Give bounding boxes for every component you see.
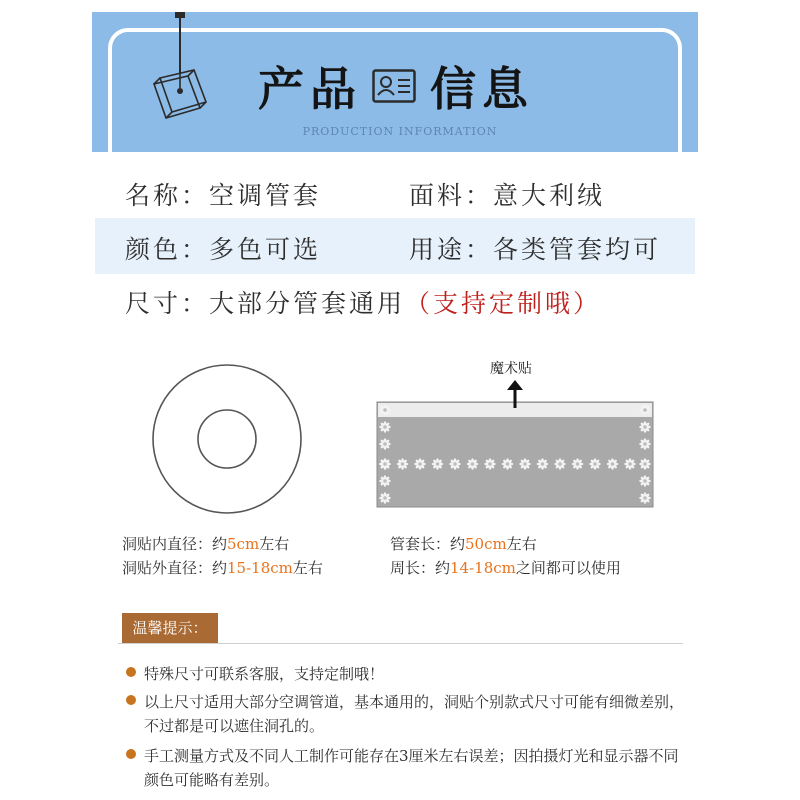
- sleeve-perimeter-label: 周长：约: [390, 559, 451, 577]
- use-label: 用途：: [409, 235, 494, 264]
- lace-flower-icon: [639, 438, 651, 450]
- product-size: [125, 284, 601, 320]
- lace-flower-icon: [379, 458, 391, 470]
- name-value: 空调管套: [209, 181, 322, 210]
- color-value: 多色可选: [209, 235, 322, 264]
- outer-diameter-spec: [122, 557, 323, 578]
- bullet-dot-icon: [126, 749, 136, 759]
- outer-diameter-value: 15-18cm: [227, 559, 293, 577]
- lace-flower-icon: [414, 458, 426, 470]
- lace-flower-icon: [572, 458, 584, 470]
- size-note: （支持定制哦）: [405, 289, 602, 318]
- tip-text: 手工测量方式及不同人工制作可能存在3厘米左右误差；因拍摄灯光和显示器不同颜色可能略有差别。: [144, 747, 679, 789]
- lace-flower-icon: [379, 475, 391, 487]
- inner-diameter-value: 5cm: [227, 535, 260, 553]
- bullet-dot-icon: [126, 695, 136, 705]
- tips-divider: [118, 643, 683, 644]
- color-label: 颜色：: [125, 235, 210, 264]
- sleeve-length-spec: [390, 533, 537, 554]
- size-label: 尺寸：: [125, 289, 210, 318]
- lace-flower-icon: [484, 458, 496, 470]
- fabric-label: 面料：: [409, 181, 494, 210]
- product-use: [409, 230, 661, 266]
- lace-flower-icon: [639, 492, 651, 504]
- page-title: [258, 58, 534, 114]
- lace-flower-icon: [379, 438, 391, 450]
- page-subtitle: PRODUCTION INFORMATION: [302, 125, 498, 138]
- fabric-value: 意大利绒: [493, 181, 606, 210]
- sleeve-perimeter-spec: [390, 557, 621, 578]
- outer-diameter-suffix: 左右: [292, 559, 323, 577]
- bullet-dot-icon: [126, 667, 136, 677]
- lace-flower-icon: [639, 404, 651, 416]
- lace-flower-icon: [432, 458, 444, 470]
- inner-diameter-suffix: 左右: [259, 535, 290, 553]
- lace-flower-icon: [537, 458, 549, 470]
- lace-flower-icon: [502, 458, 514, 470]
- lace-flower-icon: [379, 492, 391, 504]
- lace-flower-icon: [607, 458, 619, 470]
- id-card-icon: [372, 69, 416, 103]
- tip-text: 以上尺寸适用大部分空调管道，基本通用的，洞贴个别款式尺寸可能有细微差别，不过都是可以遮住洞孔的。: [144, 693, 685, 735]
- lace-flower-icon: [449, 458, 461, 470]
- lace-flower-icon: [589, 458, 601, 470]
- size-value: 大部分管套通用: [209, 289, 406, 318]
- info-row-color-use: [95, 218, 695, 274]
- lace-flower-icon: [624, 458, 636, 470]
- lace-flower-icon: [554, 458, 566, 470]
- lace-flower-icon: [519, 458, 531, 470]
- lace-flower-icon: [467, 458, 479, 470]
- inner-diameter-label: 洞贴内直径：约: [122, 535, 228, 553]
- sleeve-perimeter-value: 14-18cm: [450, 559, 516, 577]
- sleeve-length-label: 管套长：约: [390, 535, 466, 553]
- sleeve-length-value: 50cm: [465, 535, 507, 553]
- velcro-label: 魔术贴: [490, 361, 532, 377]
- sleeve-length-suffix: 左右: [506, 535, 537, 553]
- lace-flower-icon: [639, 421, 651, 433]
- product-fabric: [409, 176, 605, 212]
- lace-flower-icon: [639, 458, 651, 470]
- tips-badge: 温馨提示：: [122, 613, 218, 643]
- name-label: 名称：: [125, 181, 210, 210]
- info-row-size: [95, 272, 695, 328]
- tip-text: 特殊尺寸可联系客服，支持定制哦！: [144, 665, 385, 683]
- outer-diameter-label: 洞贴外直径：约: [122, 559, 228, 577]
- lace-flower-icon: [397, 458, 409, 470]
- title-part-2: 信息: [430, 62, 534, 116]
- inner-diameter-spec: [122, 533, 289, 554]
- hanging-lamp-icon: [150, 64, 212, 120]
- product-color: [125, 230, 321, 266]
- product-name: [125, 176, 321, 212]
- sleeve-perimeter-suffix: 之间都可以使用: [515, 559, 621, 577]
- lace-flower-icon: [639, 475, 651, 487]
- use-value: 各类管套均可: [493, 235, 662, 264]
- title-part-1: 产品: [258, 62, 362, 116]
- pipe-sleeve-diagram: [375, 380, 657, 510]
- lace-flower-icon: [379, 404, 391, 416]
- hole-cover-diagram: [150, 362, 304, 516]
- info-row-name-fabric: [95, 164, 695, 220]
- lace-flower-icon: [379, 421, 391, 433]
